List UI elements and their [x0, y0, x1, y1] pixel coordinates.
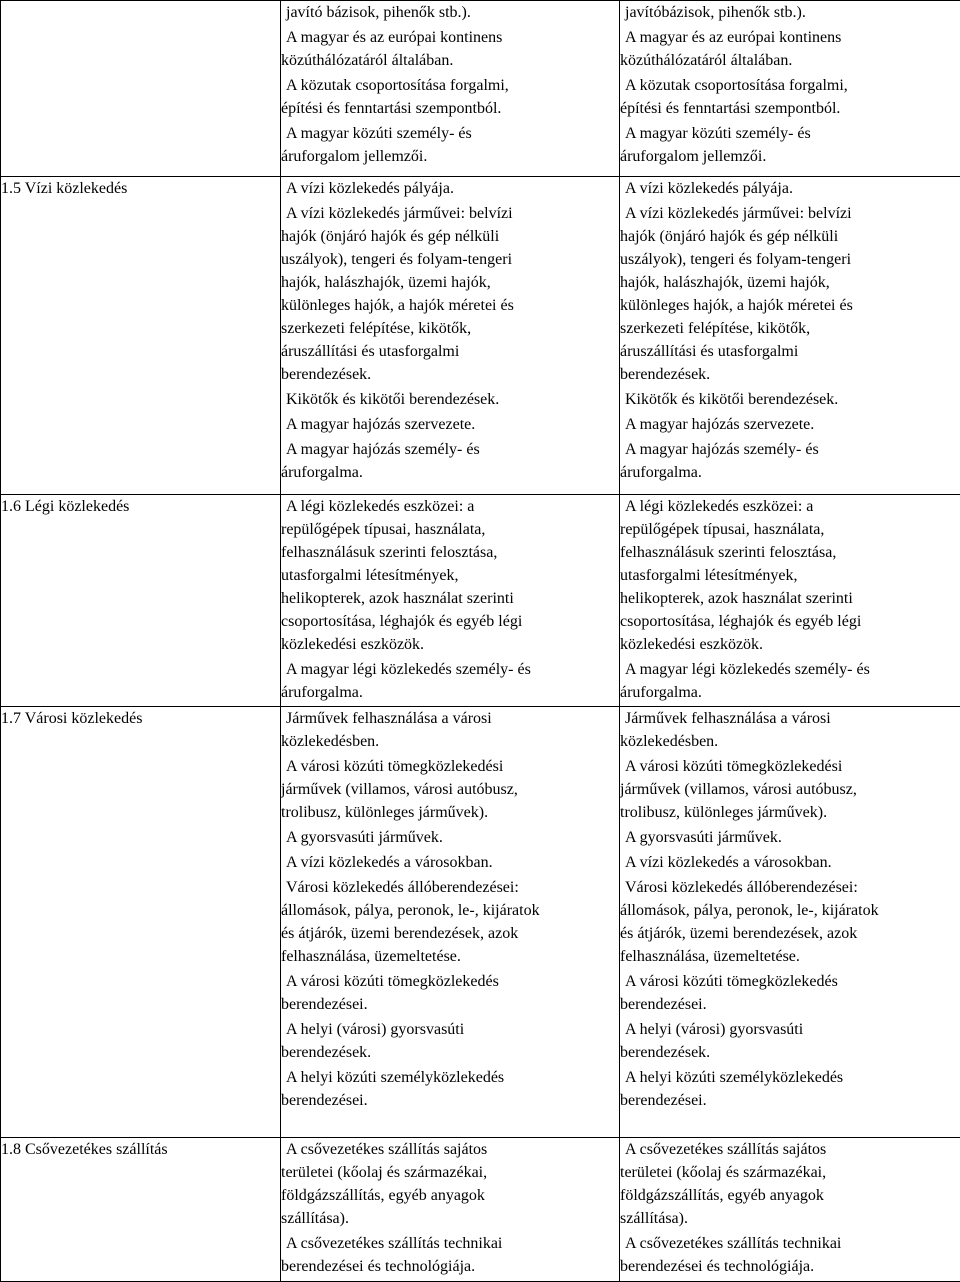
content-line: hajók, halászhajók, üzemi hajók, [281, 271, 619, 294]
content-line: felhasználása, üzemeltetése. [620, 945, 960, 968]
content-line: hajók (önjáró hajók és gép nélküli [620, 225, 960, 248]
content-line: A csővezetékes szállítás sajátos [624, 1138, 960, 1161]
content-line: közlekedésben. [281, 730, 619, 753]
content-line: A vízi közlekedés járművei: belvízi [281, 202, 619, 225]
content-line: A helyi közúti személyközlekedés [624, 1066, 960, 1089]
content-line: berendezések. [281, 363, 619, 386]
content-line: Járművek felhasználása a városi [624, 707, 960, 730]
content-item [281, 658, 619, 704]
content-line: Városi közlekedés állóberendezései: [624, 876, 960, 899]
content-item [281, 438, 619, 484]
content-line: berendezések. [620, 1041, 960, 1064]
table-row [1, 1138, 960, 1282]
table-row [1, 1, 960, 177]
content-item [281, 970, 619, 1016]
content-line: repülőgépek típusai, használata, [620, 518, 960, 541]
content-line: és átjárók, üzemi berendezések, azok [281, 922, 619, 945]
content-line: szerkezeti felépítése, kikötők, [620, 317, 960, 340]
content-item [281, 1138, 619, 1230]
content-line: A légi közlekedés eszközei: a [281, 495, 619, 518]
content-item [620, 438, 960, 484]
content-line: felhasználása, üzemeltetése. [281, 945, 619, 968]
content-line: A gyorsvasúti járművek. [624, 826, 960, 849]
content-line: A városi közúti tömegközlekedési [624, 755, 960, 778]
content-line: földgázszállítás, egyéb anyagok [281, 1184, 619, 1207]
content-item [620, 177, 960, 200]
content-line: berendezései és technológiája. [281, 1255, 619, 1278]
content-line: felhasználásuk szerinti felosztása, [620, 541, 960, 564]
content-line: Kikötők és kikötői berendezések. [624, 388, 960, 411]
content-line: A magyar légi közlekedés személy- és [624, 658, 960, 681]
content-line: áruforgalom jellemzői. [281, 145, 619, 168]
content-line: A helyi közúti személyközlekedés [281, 1066, 619, 1089]
content-item [281, 74, 619, 120]
content-line: állomások, pálya, peronok, le-, kijáratok [620, 899, 960, 922]
content-line: csoportosítása, léghajók és egyéb légi [620, 610, 960, 633]
content-line: A közutak csoportosítása forgalmi, [281, 74, 619, 97]
content-line: A vízi közlekedés a városokban. [624, 851, 960, 874]
content-line: csoportosítása, léghajók és egyéb légi [281, 610, 619, 633]
content-item [620, 1232, 960, 1278]
table-row [1, 495, 960, 707]
content-item [281, 122, 619, 168]
content-line: közúthálózatáról általában. [620, 49, 960, 72]
content-item [281, 26, 619, 72]
content-line: áruszállítási és utasforgalmi [281, 340, 619, 363]
content-item [620, 658, 960, 704]
topic-label: 1.7 Városi közlekedés [1, 707, 280, 730]
content-cell-left [281, 1138, 620, 1282]
content-line: berendezései és technológiája. [620, 1255, 960, 1278]
content-line: A magyar közúti személy- és [281, 122, 619, 145]
content-cell-left [281, 1, 620, 177]
content-line: különleges hajók, a hajók méretei és [281, 294, 619, 317]
content-line: felhasználásuk szerinti felosztása, [281, 541, 619, 564]
content-line: építési és fenntartási szempontból. [281, 97, 619, 120]
content-line: uszályok), tengeri és folyam-tengeri [620, 248, 960, 271]
content-line: áruforgalma. [281, 461, 619, 484]
content-line: áruforgalma. [620, 461, 960, 484]
content-line: A városi közúti tömegközlekedési [281, 755, 619, 778]
content-item [620, 202, 960, 386]
content-line: területei (kőolaj és származékai, [281, 1161, 619, 1184]
content-item [620, 876, 960, 968]
content-line: A csővezetékes szállítás technikai [624, 1232, 960, 1255]
content-line: A gyorsvasúti járművek. [281, 826, 619, 849]
content-line: szállítása). [620, 1207, 960, 1230]
content-line: közlekedési eszközök. [281, 633, 619, 656]
content-item [281, 1066, 619, 1112]
content-line: Járművek felhasználása a városi [281, 707, 619, 730]
content-line: Városi közlekedés állóberendezései: [281, 876, 619, 899]
content-line: áruszállítási és utasforgalmi [620, 340, 960, 363]
content-item [281, 413, 619, 436]
content-line: A helyi (városi) gyorsvasúti [624, 1018, 960, 1041]
content-item [620, 707, 960, 753]
content-item [281, 707, 619, 753]
content-line: és átjárók, üzemi berendezések, azok [620, 922, 960, 945]
content-line: A légi közlekedés eszközei: a [624, 495, 960, 518]
content-item [620, 826, 960, 849]
content-line: A vízi közlekedés a városokban. [281, 851, 619, 874]
content-line: utasforgalmi létesítmények, [281, 564, 619, 587]
content-line: A csővezetékes szállítás technikai [281, 1232, 619, 1255]
content-cell-left [281, 707, 620, 1138]
topic-label: 1.6 Légi közlekedés [1, 495, 280, 518]
topic-cell [1, 707, 281, 1138]
content-line: A magyar hajózás személy- és [281, 438, 619, 461]
content-item [281, 1232, 619, 1278]
content-item [620, 755, 960, 824]
table-row [1, 177, 960, 495]
content-item [620, 495, 960, 656]
content-line: javítóbázisok, pihenők stb.). [624, 1, 960, 24]
content-line: A magyar légi közlekedés személy- és [281, 658, 619, 681]
content-line: közlekedési eszközök. [620, 633, 960, 656]
content-item [281, 851, 619, 874]
content-line: A vízi közlekedés járművei: belvízi [624, 202, 960, 225]
content-item [620, 388, 960, 411]
content-item [281, 1018, 619, 1064]
content-line: területei (kőolaj és származékai, [620, 1161, 960, 1184]
content-item [281, 177, 619, 200]
content-cell-right [620, 707, 960, 1138]
content-line: uszályok), tengeri és folyam-tengeri [281, 248, 619, 271]
content-line: A magyar hajózás szervezete. [624, 413, 960, 436]
content-line: A városi közúti tömegközlekedés [624, 970, 960, 993]
content-item [620, 851, 960, 874]
content-cell-right [620, 1, 960, 177]
content-item [620, 1066, 960, 1112]
content-line: Kikötők és kikötői berendezések. [281, 388, 619, 411]
content-line: szállítása). [281, 1207, 619, 1230]
topic-cell [1, 1138, 281, 1282]
content-line: A közutak csoportosítása forgalmi, [624, 74, 960, 97]
content-item [620, 26, 960, 72]
content-item [281, 826, 619, 849]
content-line: berendezései. [281, 1089, 619, 1112]
content-item [281, 755, 619, 824]
content-line: földgázszállítás, egyéb anyagok [620, 1184, 960, 1207]
content-line: A magyar és az európai kontinens [624, 26, 960, 49]
content-line: járművek (villamos, városi autóbusz, [620, 778, 960, 801]
content-cell-left [281, 177, 620, 495]
content-line: állomások, pálya, peronok, le-, kijáratok [281, 899, 619, 922]
content-item [620, 1018, 960, 1064]
content-item [620, 74, 960, 120]
content-line: hajók, halászhajók, üzemi hajók, [620, 271, 960, 294]
table-row [1, 707, 960, 1138]
content-line: A városi közúti tömegközlekedés [281, 970, 619, 993]
topic-label: 1.8 Csővezetékes szállítás [1, 1138, 280, 1161]
content-line: trolibusz, különleges járművek). [281, 801, 619, 824]
content-item [620, 122, 960, 168]
topic-label: 1.5 Vízi közlekedés [1, 177, 280, 200]
content-item [281, 388, 619, 411]
content-line: közúthálózatáról általában. [281, 49, 619, 72]
content-line: különleges hajók, a hajók méretei és [620, 294, 960, 317]
content-cell-left [281, 495, 620, 707]
content-line: A magyar hajózás személy- és [624, 438, 960, 461]
content-line: hajók (önjáró hajók és gép nélküli [281, 225, 619, 248]
content-item [281, 876, 619, 968]
content-line: A vízi közlekedés pályája. [281, 177, 619, 200]
content-line: berendezései. [620, 1089, 960, 1112]
content-line: áruforgalom jellemzői. [620, 145, 960, 168]
content-line: járművek (villamos, városi autóbusz, [281, 778, 619, 801]
content-item [281, 1, 619, 24]
content-line: szerkezeti felépítése, kikötők, [281, 317, 619, 340]
content-cell-right [620, 1138, 960, 1282]
content-line: trolibusz, különleges járművek). [620, 801, 960, 824]
content-line: berendezései. [620, 993, 960, 1016]
content-item [620, 970, 960, 1016]
content-line: berendezései. [281, 993, 619, 1016]
topic-cell [1, 495, 281, 707]
content-line: A vízi közlekedés pályája. [624, 177, 960, 200]
content-line: áruforgalma. [620, 681, 960, 704]
table-body [1, 1, 960, 1282]
content-line: közlekedésben. [620, 730, 960, 753]
content-cell-right [620, 177, 960, 495]
content-line: javító bázisok, pihenők stb.). [281, 1, 619, 24]
content-line: repülőgépek típusai, használata, [281, 518, 619, 541]
content-line: helikopterek, azok használat szerinti [620, 587, 960, 610]
content-line: A magyar közúti személy- és [624, 122, 960, 145]
content-line: utasforgalmi létesítmények, [620, 564, 960, 587]
content-line: helikopterek, azok használat szerinti [281, 587, 619, 610]
content-item [281, 202, 619, 386]
content-line: berendezések. [620, 363, 960, 386]
content-line: A csővezetékes szállítás sajátos [281, 1138, 619, 1161]
content-item [620, 1, 960, 24]
content-line: építési és fenntartási szempontból. [620, 97, 960, 120]
content-line: áruforgalma. [281, 681, 619, 704]
content-line: A helyi (városi) gyorsvasúti [281, 1018, 619, 1041]
content-line: berendezések. [281, 1041, 619, 1064]
content-line: A magyar hajózás szervezete. [281, 413, 619, 436]
content-item [281, 495, 619, 656]
content-cell-right [620, 495, 960, 707]
content-item [620, 413, 960, 436]
content-line: A magyar és az európai kontinens [281, 26, 619, 49]
content-item [620, 1138, 960, 1230]
topic-cell [1, 1, 281, 177]
topic-cell [1, 177, 281, 495]
